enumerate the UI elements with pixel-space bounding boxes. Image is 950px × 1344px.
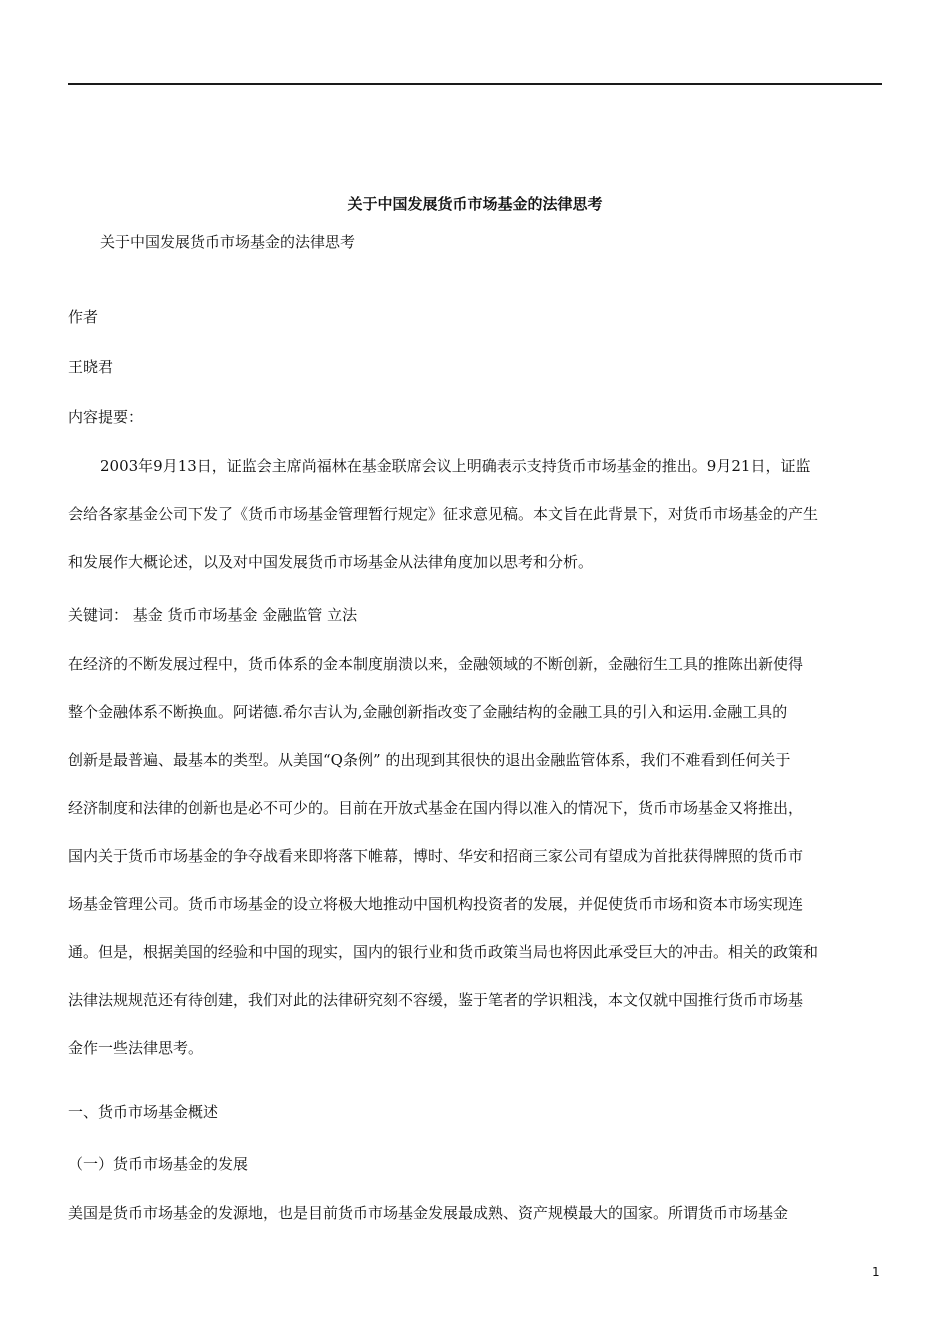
intro-line: 创新是最普遍、最基本的类型。从美国“Q条例” 的出现到其很快的退出金融监管体系，我们不难看到任何关于	[68, 751, 791, 769]
section-heading: 一、货币市场基金概述	[68, 1103, 219, 1121]
intro-line: 在经济的不断发展过程中，货币体系的金本制度崩溃以来，金融领域的不断创新，金融衍生工具的推陈出新使得	[68, 655, 804, 673]
author-label: 作者	[68, 308, 99, 326]
abstract-line: 会给各家基金公司下发了《货币市场基金管理暂行规定》征求意见稿。本文旨在此背景下，对货币市场基金的产生	[68, 505, 819, 523]
abstract-line: 2003年9月13日，证监会主席尚福林在基金联席会议上明确表示支持货币市场基金的推出。9月21日，证监	[100, 457, 811, 475]
subsection-heading: （一）货币市场基金的发展	[68, 1155, 249, 1173]
abstract-line: 和发展作大概论述，以及对中国发展货币市场基金从法律角度加以思考和分析。	[68, 553, 594, 571]
document-subtitle: 关于中国发展货币市场基金的法律思考	[100, 233, 356, 251]
intro-line: 经济制度和法律的创新也是必不可少的。目前在开放式基金在国内得以准入的情况下，货币市场基金又将推出，	[68, 799, 804, 817]
author-name: 王晓君	[68, 358, 114, 376]
intro-line: 场基金管理公司。货币市场基金的设立将极大地推动中国机构投资者的发展，并促使货币市场和资本市场实现连	[68, 895, 804, 913]
abstract-label: 内容提要：	[68, 408, 144, 426]
document-title: 关于中国发展货币市场基金的法律思考	[347, 195, 603, 213]
intro-paragraph	[68, 640, 882, 1072]
page-number: 1	[872, 1265, 880, 1279]
body-line: 美国是货币市场基金的发源地，也是目前货币市场基金发展最成熟、资产规模最大的国家。所谓货币市场基金	[68, 1204, 789, 1222]
keywords-line: 关键词： 基金 货币市场基金 金融监管 立法	[68, 606, 358, 624]
header-rule	[68, 83, 882, 85]
intro-line: 法律法规规范还有待创建，我们对此的法律研究刻不容缓，鉴于笔者的学识粗浅，本文仅就中国推行货币市场基	[68, 991, 804, 1009]
intro-line: 金作一些法律思考。	[68, 1039, 204, 1057]
intro-line: 国内关于货币市场基金的争夺战看来即将落下帷幕，博时、华安和招商三家公司有望成为首批获得牌照的货币市	[68, 847, 804, 865]
abstract-paragraph	[68, 442, 882, 586]
intro-line: 通。但是，根据美国的经验和中国的现实，国内的银行业和货币政策当局也将因此承受巨大的冲击。相关的政策和	[68, 943, 819, 961]
intro-line: 整个金融体系不断换血。阿诺德.希尔吉认为,金融创新指改变了金融结构的金融工具的引入和运用.金融工具的	[68, 703, 788, 721]
